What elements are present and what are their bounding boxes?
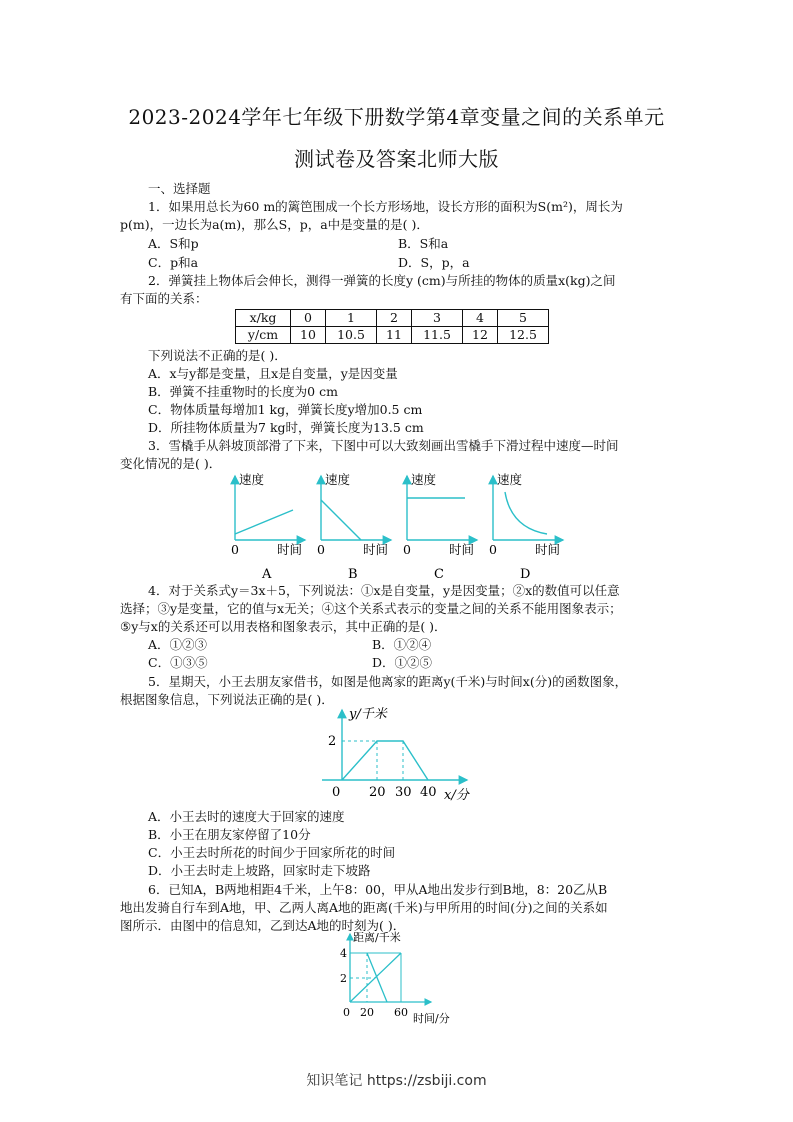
graph-d-letter: D [520,567,531,582]
spring-data-table [235,309,549,344]
q5-xtick-40: 40 [420,785,437,800]
q5-xtick-20: 20 [369,785,386,800]
q2-option-a: A．x与y都是变量，且x是自变量，y是因变量 [148,366,398,381]
q3-line1: 3．雪橇手从斜坡顶部滑了下来，下图中可以大致刻画出雪橇手下滑过程中速度—时间 [148,438,619,453]
q4-line3: ⑤y与x的关系还可以用表格和图象表示，其中正确的是( )． [120,619,447,634]
graph-b [317,472,391,582]
doc-title-line2: 测试卷及答案北师大版 [294,147,499,171]
graph-c-ylabel: 速度 [411,472,437,487]
graph-d-ylabel: 速度 [497,472,523,487]
q1-option-b: B．S和a [398,236,449,251]
graph-a-ylabel: 速度 [239,472,265,487]
section-heading: 一、选择题 [148,181,211,196]
table-cell: 11.5 [412,327,463,344]
graph-c-origin: 0 [403,542,411,557]
q5-distance-graph [322,704,482,804]
table-cell: 12 [463,327,498,344]
q5-ytick: 2 [328,734,337,749]
table-cell: 11 [377,327,412,344]
q4-option-d: D．①②⑤ [372,655,433,670]
graph-c-xlabel: 时间 [449,542,475,557]
table-cell: y/cm [236,327,291,344]
graph-b-letter: B [348,567,358,582]
q6-line2: 地出发骑自行车到A地，甲、乙两人离A地的距离(千米)与甲所用的时间(分)之间的关系如 [120,900,608,915]
q2-option-d: D．所挂物体质量为7 kg时，弹簧长度为13.5 cm [148,420,424,435]
table-row [236,310,549,327]
table-cell: 10 [291,327,326,344]
table-cell: 1 [326,310,377,327]
q1-line1: 1．如果用总长为60 m的篱笆围成一个长方形场地，设长方形的面积为S(m²)，周长为 [148,199,623,214]
q6-xtick-20: 20 [360,1006,374,1019]
q5-xlabel: x/分 [444,788,469,803]
q1-option-a: A．S和p [148,236,199,251]
q4-option-c: C．①③⑤ [148,655,208,670]
table-row [236,327,549,344]
graph-c-letter: C [434,567,444,582]
graph-b-ylabel: 速度 [325,472,351,487]
graph-b-xlabel: 时间 [363,542,389,557]
graph-d-xlabel: 时间 [535,542,561,557]
graph-a [231,472,305,582]
q5-ylabel: y/千米 [349,707,387,722]
q5-origin: 0 [332,785,341,800]
q2-line2: 有下面的关系： [120,291,208,306]
doc-title-line1: 2023-2024学年七年级下册数学第4章变量之间的关系单元 [128,105,665,129]
graph-a-xlabel: 时间 [277,542,303,557]
table-cell: 0 [291,310,326,327]
q5-xtick-30: 30 [395,785,412,800]
q6-ytick-4: 4 [340,947,347,960]
q6-distance-graph [335,930,465,1025]
table-cell: 5 [498,310,549,327]
graph-b-origin: 0 [317,542,325,557]
q5-option-c: C．小王去时所花的时间少于回家所花的时间 [148,845,396,860]
table-cell: 10.5 [326,327,377,344]
q5-line2: 根据图象信息，下列说法正确的是( )． [120,692,334,707]
q5-line1: 5．星期天，小王去朋友家借书，如图是他离家的距离y(千米)与时间x(分)的函数图象， [148,674,628,689]
q2-option-c: C．物体质量每增加1 kg，弹簧长度y增加0.5 cm [148,402,423,417]
q4-line2: 选择；③y是变量，它的值与x无关；④这个关系式表示的变量之间的关系不能用图象表示； [120,601,622,616]
q1-option-c: C．p和a [148,255,199,270]
table-cell: 3 [412,310,463,327]
graph-d [489,472,563,582]
q6-line3: 图所示．由图中的信息知，乙到达A地的时刻为( )． [120,918,406,933]
table-cell: x/kg [236,310,291,327]
footer-watermark: 知识笔记 https://zsbiji.com [306,1073,487,1089]
q6-xlabel: 时间/分 [413,1012,450,1025]
q4-option-a: A．①②③ [148,637,208,652]
table-cell: 2 [377,310,412,327]
graph-a-origin: 0 [231,542,239,557]
q5-option-d: D．小王去时走上坡路，回家时走下坡路 [148,863,371,878]
graph-d-origin: 0 [489,542,497,557]
q6-line1: 6．已知A，B两地相距4千米，上午8：00，甲从A地出发步行到B地，8：20乙从B [148,882,608,897]
q4-option-b: B．①②④ [372,637,432,652]
q4-line1: 4．对于关系式y＝3x＋5，下列说法：①x是自变量，y是因变量；②x的数值可以任意 [148,583,620,598]
q6-ylabel: 距离/千米 [353,931,401,944]
q2-stem: 下列说法不正确的是( )． [148,348,287,363]
q2-option-b: B．弹簧不挂重物时的长度为0 cm [148,384,338,399]
graph-c [403,472,477,582]
q6-origin: 0 [343,1006,350,1019]
graph-a-letter: A [262,567,272,582]
q1-option-d: D．S，p，a [398,255,470,270]
q5-option-a: A．小王去时的速度大于回家的速度 [148,809,345,824]
q6-xtick-60: 60 [394,1006,408,1019]
q3-graphs [225,468,585,583]
q6-ytick-2: 2 [340,972,347,985]
q2-line1: 2．弹簧挂上物体后会伸长，测得一弹簧的长度y (cm)与所挂的物体的质量x(kg)之间 [148,273,616,288]
table-cell: 4 [463,310,498,327]
q3-line2: 变化情况的是( )． [120,456,222,471]
q5-option-b: B．小王在朋友家停留了10分 [148,827,311,842]
q1-line2: p(m)，一边长为a(m)，那么S，p，a中是变量的是( )． [120,217,429,232]
table-cell: 12.5 [498,327,549,344]
